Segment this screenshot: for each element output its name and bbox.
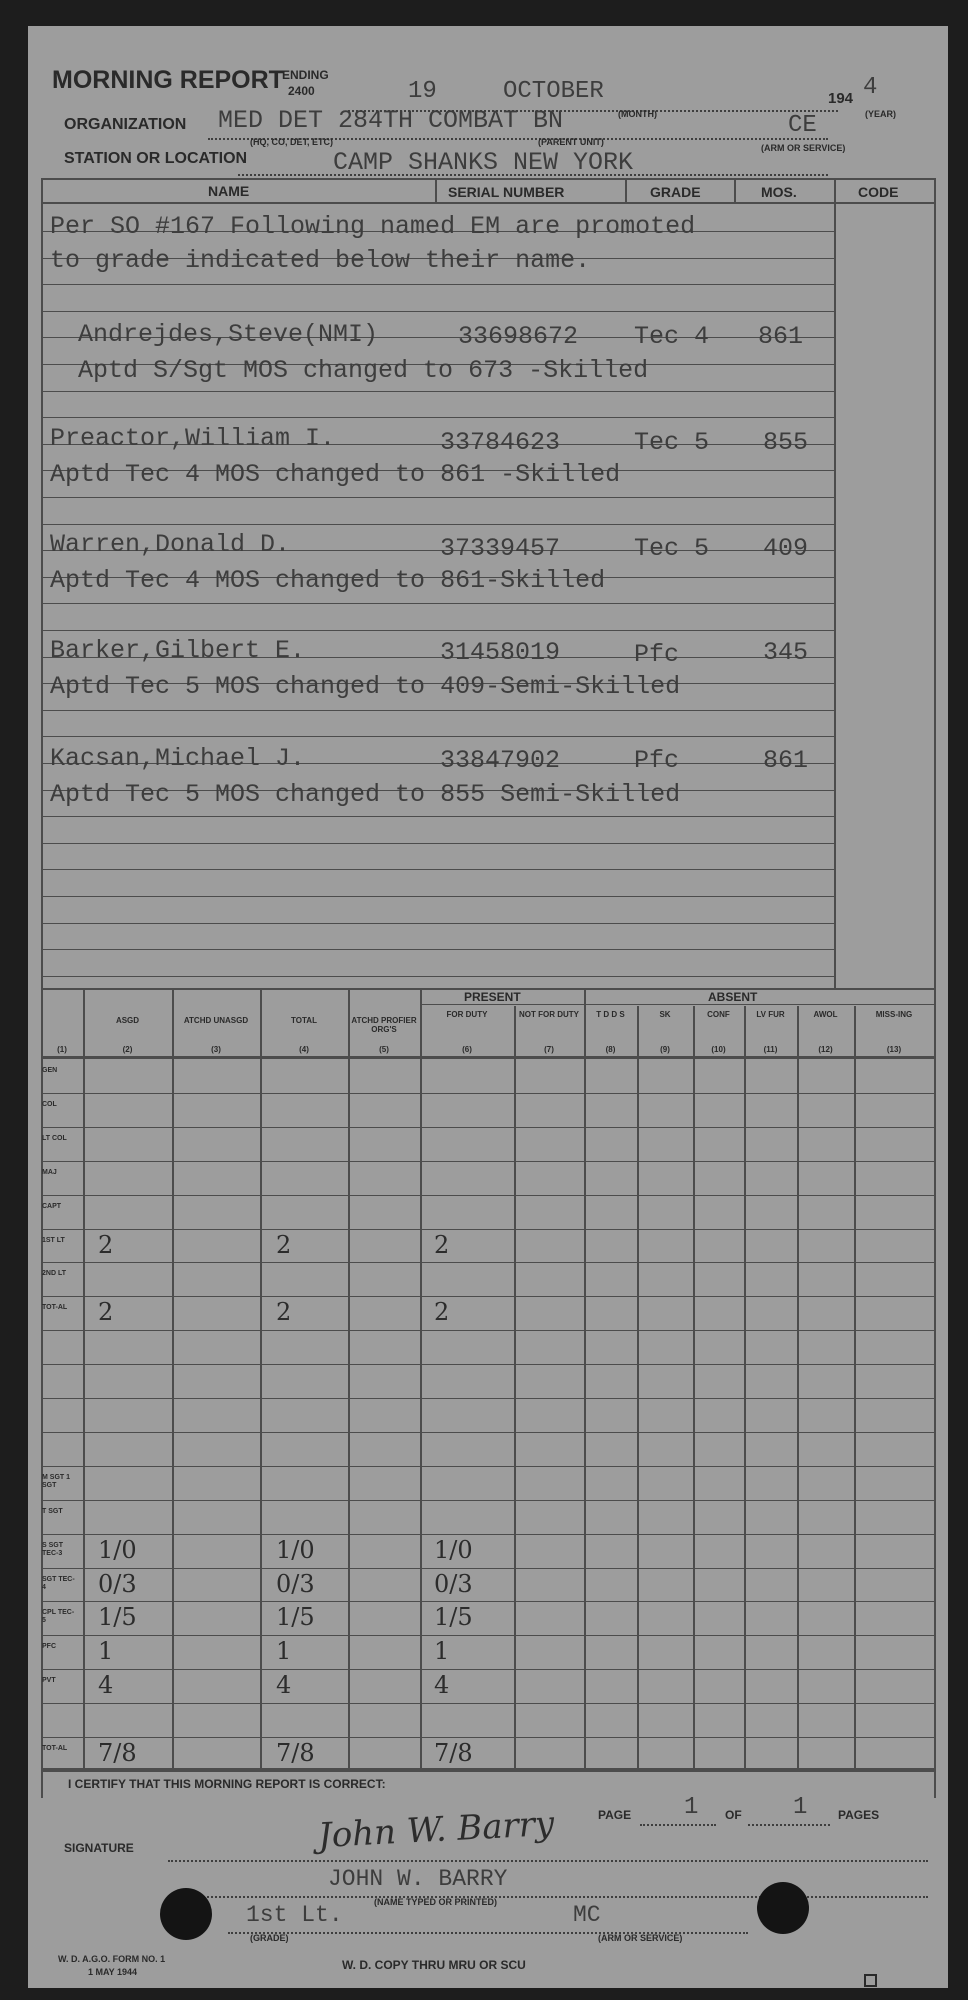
of-label: OF <box>725 1808 742 1822</box>
grid-row-label: COL <box>42 1101 57 1108</box>
grid-column-number: (10) <box>711 1045 726 1054</box>
grid-cell-for-duty: 1/5 <box>434 1603 473 1631</box>
grid-row-label: 2ND LT <box>42 1270 66 1277</box>
grid-row-line <box>41 1398 936 1399</box>
grid-column-number: (5) <box>379 1045 389 1054</box>
grid-cell-asgd: 2 <box>98 1298 114 1326</box>
ending-label: ENDING <box>282 68 329 82</box>
column-serial: SERIAL NUMBER <box>448 184 565 200</box>
certify-statement: I CERTIFY THAT THIS MORNING REPORT IS CORRECT: <box>68 1777 386 1791</box>
entry-serial: 37339457 <box>440 534 561 563</box>
grid-row-label: CAPT <box>42 1203 62 1210</box>
entry-serial: 33784623 <box>440 428 561 457</box>
grid-column-header: FOR DUTY <box>446 1010 488 1019</box>
grid-row-label: PFC <box>42 1643 56 1650</box>
entry-serial: 33847902 <box>440 746 561 775</box>
grid-cell-asgd: 1 <box>98 1637 114 1665</box>
grid-row-line <box>41 1161 936 1162</box>
grid-column-line <box>172 988 174 1768</box>
column-grade: GRADE <box>650 184 701 200</box>
typed-name-caption: (NAME TYPED OR PRINTED) <box>374 1897 498 1907</box>
grid-column-line <box>637 1006 639 1768</box>
ruled-line <box>43 896 834 897</box>
entry-note: Aptd Tec 5 MOS changed to 409-Semi-Skilled <box>50 672 681 701</box>
binder-hole-right <box>757 1882 809 1934</box>
grid-cell-total: 1/0 <box>276 1536 315 1564</box>
station-value: CAMP SHANKS NEW YORK <box>333 148 634 177</box>
grid-cell-for-duty: 2 <box>434 1231 450 1259</box>
signature-label: SIGNATURE <box>64 1841 134 1855</box>
grade-caption: (GRADE) <box>250 1933 289 1943</box>
year-digit: 4 <box>863 74 878 101</box>
page-number: 1 <box>684 1794 699 1821</box>
grid-column-number: (6) <box>462 1045 472 1054</box>
ruled-line <box>43 311 834 312</box>
entry-name: Barker,Gilbert E. <box>50 636 306 665</box>
grid-column-number: (12) <box>818 1045 833 1054</box>
page-label: PAGE <box>598 1808 632 1822</box>
grid-column-number: (11) <box>763 1045 778 1054</box>
entry-mos: 855 <box>763 428 809 457</box>
organization-label: ORGANIZATION <box>64 116 187 133</box>
grid-column-header: MISS-ING <box>875 1010 913 1019</box>
pages-label: PAGES <box>838 1808 880 1822</box>
grid-cell-for-duty: 4 <box>434 1671 450 1699</box>
column-mos: MOS. <box>761 184 797 200</box>
grid-row-label: GEN <box>42 1067 58 1074</box>
entry-note: Aptd Tec 4 MOS changed to 861-Skilled <box>50 566 606 595</box>
grid-column-number: (1) <box>57 1045 67 1054</box>
grid-row-line <box>41 1127 936 1128</box>
order-intro-line-1: Per SO #167 Following named EM are promoted <box>50 212 696 241</box>
morning-report-form <box>28 26 948 1988</box>
ruled-line <box>43 710 834 711</box>
grid-row-label: SGT TEC-4 <box>42 1576 75 1591</box>
grid-column-line <box>744 1006 746 1768</box>
year-prefix: 194 <box>828 90 854 107</box>
grid-row-label: LT COL <box>42 1135 67 1142</box>
form-number: W. D. A.G.O. FORM NO. 1 <box>58 1954 166 1964</box>
grid-row-line <box>41 1229 936 1230</box>
grid-column-header: NOT FOR DUTY <box>519 1010 579 1019</box>
entry-note: Aptd S/Sgt MOS changed to 673 -Skilled <box>78 356 649 385</box>
grid-cell-total: 4 <box>276 1671 292 1699</box>
entry-grade: Pfc <box>634 640 680 669</box>
grid-column-number: (4) <box>299 1045 309 1054</box>
ruled-line <box>43 869 834 870</box>
grid-column-number: (8) <box>605 1045 616 1054</box>
grid-row-line <box>41 1635 936 1636</box>
ruled-line <box>43 391 834 392</box>
grid-row-label: 1ST LT <box>42 1237 65 1244</box>
grid-row-line <box>41 1432 936 1433</box>
ruled-line <box>43 816 834 817</box>
grid-row-label: CPL TEC-5 <box>42 1609 75 1624</box>
typed-name: JOHN W. BARRY <box>328 1866 508 1892</box>
entry-grade: Pfc <box>634 746 680 775</box>
grid-column-line <box>420 988 422 1768</box>
grid-column-header: AWOL <box>813 1010 838 1019</box>
ruled-line <box>43 603 834 604</box>
grid-row-label: TOT-AL <box>42 1304 68 1311</box>
ruled-line <box>43 630 834 631</box>
grid-row-line <box>41 1330 936 1331</box>
ruled-line <box>43 284 834 285</box>
entry-note: Aptd Tec 4 MOS changed to 861 -Skilled <box>50 460 621 489</box>
month-caption: (MONTH) <box>618 109 657 119</box>
grid-cell-total: 1 <box>276 1637 292 1665</box>
grid-row-line <box>41 1771 936 1772</box>
grid-cell-asgd: 0/3 <box>98 1570 137 1598</box>
absent-header: ABSENT <box>708 990 758 1004</box>
ending-time: 2400 <box>288 84 315 98</box>
corner-box <box>864 1974 877 1987</box>
ruled-line <box>43 843 834 844</box>
grid-column-header: TOTAL <box>291 1016 317 1025</box>
entry-serial: 31458019 <box>440 638 561 667</box>
grid-column-number: (2) <box>122 1045 133 1054</box>
form-date: 1 MAY 1944 <box>88 1967 138 1977</box>
grid-row-label: M SGT 1 SGT <box>42 1474 71 1489</box>
entry-serial: 33698672 <box>458 322 579 351</box>
grid-cell-asgd: 2 <box>98 1231 114 1259</box>
grid-cell-for-duty: 2 <box>434 1298 450 1326</box>
grid-cell-total: 0/3 <box>276 1570 315 1598</box>
grid-row-line <box>41 1534 936 1535</box>
grid-column-line <box>260 988 262 1768</box>
grid-cell-total: 2 <box>276 1298 292 1326</box>
report-month: OCTOBER <box>503 78 604 105</box>
ruled-line <box>43 417 834 418</box>
grid-column-number: (7) <box>544 1045 554 1054</box>
arm-caption-footer: (ARM OR SERVICE) <box>598 1933 683 1943</box>
entry-mos: 861 <box>758 322 804 351</box>
grid-column-line <box>514 1006 516 1768</box>
grid-column-header: CONF <box>707 1010 730 1019</box>
ruled-line <box>43 976 834 977</box>
pages-number: 1 <box>793 1794 808 1821</box>
grade-value: 1st Lt. <box>246 1902 343 1928</box>
signature: John W. Barry <box>317 1803 556 1857</box>
column-name: NAME <box>208 183 250 199</box>
organization-value: MED DET 284TH COMBAT BN <box>218 106 564 135</box>
column-code: CODE <box>858 184 899 200</box>
grid-cell-asgd: 4 <box>98 1671 114 1699</box>
org-caption: (HQ, CO, DET, ETC) <box>250 137 333 147</box>
grid-cell-for-duty: 1/0 <box>434 1536 473 1564</box>
grid-row-line <box>41 1568 936 1569</box>
entry-mos: 861 <box>763 746 809 775</box>
grid-column-number: (13) <box>886 1045 902 1054</box>
grid-row-label: PVT <box>42 1677 56 1684</box>
grid-row-line <box>41 1669 936 1670</box>
grid-row-label: T SGT <box>42 1508 63 1515</box>
grid-column-number: (3) <box>211 1045 221 1054</box>
ruled-line <box>43 497 834 498</box>
order-intro-line-2: to grade indicated below their name. <box>50 246 591 275</box>
grid-row-label: S SGT TEC-3 <box>42 1542 64 1557</box>
year-caption: (YEAR) <box>865 109 896 119</box>
entry-note: Aptd Tec 5 MOS changed to 855 Semi-Skilled <box>50 780 681 809</box>
grid-row-line <box>41 1500 936 1501</box>
grid-cell-for-duty: 7/8 <box>434 1739 473 1767</box>
binder-hole-left <box>160 1888 212 1940</box>
grid-row-line <box>41 1703 936 1704</box>
grid-cell-total: 2 <box>276 1231 292 1259</box>
entry-grade: Tec 5 <box>634 534 710 563</box>
report-day: 19 <box>408 78 437 105</box>
grid-row-line <box>41 1262 936 1263</box>
grid-column-line <box>348 988 350 1768</box>
grid-row-line <box>41 1195 936 1196</box>
grid-column-line <box>693 1006 695 1768</box>
grid-column-header: T D D S <box>596 1010 625 1019</box>
parent-caption: (PARENT UNIT) <box>538 137 604 147</box>
ruled-line <box>43 949 834 950</box>
grid-row-line <box>41 1093 936 1094</box>
entry-name: Warren,Donald D. <box>50 530 291 559</box>
grid-cell-asgd: 1/0 <box>98 1536 137 1564</box>
arm-caption: (ARM OR SERVICE) <box>761 143 846 153</box>
grid-row-label: TOT-AL <box>42 1745 68 1752</box>
ruled-line <box>43 736 834 737</box>
grid-cell-asgd: 1/5 <box>98 1603 137 1631</box>
grid-column-line <box>797 1006 799 1768</box>
arm-value: MC <box>573 1902 601 1928</box>
form-title: MORNING REPORT <box>52 66 284 94</box>
entry-name: Andrejdes,Steve(NMI) <box>78 320 379 349</box>
grid-cell-for-duty: 0/3 <box>434 1570 473 1598</box>
grid-column-header: LV FUR <box>756 1010 785 1019</box>
grid-row-line <box>41 1737 936 1738</box>
entry-mos: 409 <box>763 534 809 563</box>
present-header: PRESENT <box>464 990 521 1004</box>
entry-name: Kacsan,Michael J. <box>50 744 306 773</box>
grid-row-line <box>41 1296 936 1297</box>
entry-grade: Tec 5 <box>634 428 710 457</box>
grid-row-line <box>41 1601 936 1602</box>
grid-column-line <box>83 988 85 1768</box>
grid-cell-total: 7/8 <box>276 1739 315 1767</box>
grid-row-label: MAJ <box>42 1169 57 1176</box>
grid-column-header: ATCHD PROFIER ORG'S <box>351 1016 417 1034</box>
grid-column-header: ASGD <box>115 1016 140 1025</box>
entry-grade: Tec 4 <box>634 322 710 351</box>
entry-mos: 345 <box>763 638 809 667</box>
grid-column-number: (9) <box>660 1045 670 1054</box>
grid-cell-total: 1/5 <box>276 1603 315 1631</box>
grid-row-line <box>41 1364 936 1365</box>
grid-column-line <box>584 988 586 1768</box>
grid-column-header: ATCHD UNASGD <box>183 1016 249 1025</box>
grid-cell-for-duty: 1 <box>434 1637 450 1665</box>
ruled-line <box>43 923 834 924</box>
grid-column-line <box>854 1006 856 1768</box>
ruled-line <box>43 524 834 525</box>
arm-service-value: CE <box>788 112 817 139</box>
grid-column-header: SK <box>659 1010 671 1019</box>
entry-name: Preactor,William I. <box>50 424 336 453</box>
station-label: STATION OR LOCATION <box>64 150 248 167</box>
copy-note: W. D. COPY THRU MRU OR SCU <box>342 1958 526 1972</box>
grid-cell-asgd: 7/8 <box>98 1739 137 1767</box>
grid-row-line <box>41 1466 936 1467</box>
